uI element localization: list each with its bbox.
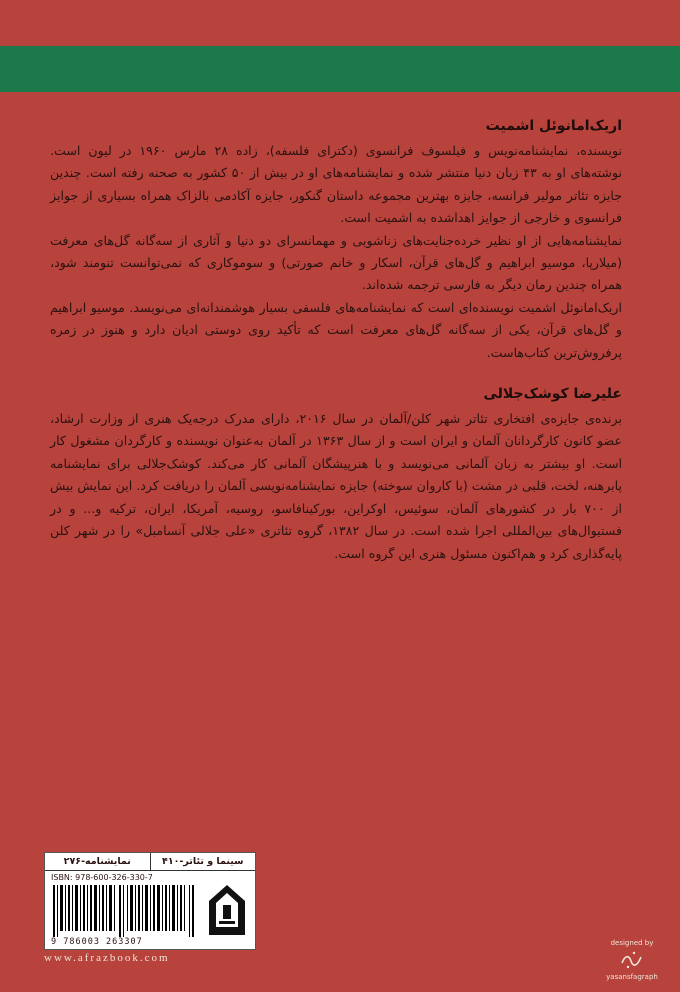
back-cover-text [50, 118, 622, 565]
isbn-text: ISBN: 978-600-326-330-7 [51, 873, 153, 882]
translator-bio-paragraph: برنده‌ی جایزه‌ی افتخاری تئاتر شهر کلن/آلمان در سال ۲۰۱۶، دارای مدرک درجه‌یک هنری از وزارت ارشاد، عضو کانون کارگردانان آلمان و ایران است و از سال ۱۳۶۳ در آلمان به‌عنوان نویسنده و کارگردان مشغول کار است. او بیشتر به زبان آلمانی می‌نویسد و با هنرپیشگان آلمانی کار می‌کند. کوشک‌جلالی برای نمایشنامه پابرهنه، لخت، قلبی در مشت (با کاروان سوخته) جایزه نمایشنامه‌نویسی آلمان را دریافت کرد. این نمایش بیش از ۷۰۰ بار در کشورهای آلمان، سوئیس، اوکراین، بورکینافاسو، روسیه، آمریکا، ایران، ترکیه و... و در فستیوال‌های بین‌المللی اجرا شده است. در سال ۱۳۸۲، گروه تئاتری «علی جلالی آنسامبل» را در شهر کلن پایه‌گذاری کرد و هم‌اکنون مسئول هنری این گروه است. [50, 411, 623, 561]
designer-credit [592, 939, 672, 981]
publisher-website: www.afrazbook.com [44, 952, 170, 964]
author-works-paragraph: نمایشنامه‌هایی از او نظیر خرده‌جنایت‌های زناشویی و مهمانسرای دو دنیا و آثاری از سه‌گانه گل‌های معرفت (میلارپا، موسیو ابراهیم و گل‌های قرآن، اسکار و خانم صورتی) و سوموکاری که نمی‌توانست تنومند شود، همراه چندین رمان دیگر به فارسی ترجمه شده‌اند. [50, 232, 622, 293]
designer-signature-icon [619, 949, 645, 971]
series-cinema-theater: سینما و تئاتر-۴۱۰ [162, 856, 244, 867]
series-row [45, 853, 255, 871]
barcode-label [44, 852, 256, 950]
green-stripe [0, 46, 680, 92]
author-heading: اریک‌امانوئل اشمیت [485, 118, 622, 134]
designed-by-label: designed by [610, 939, 654, 947]
barcode-bars-icon [53, 885, 195, 937]
top-red-band [0, 0, 680, 46]
designer-handle: yasansfagraph [606, 973, 658, 981]
afraz-logo-icon [205, 881, 249, 939]
series-play: نمایشنامه-۲۷۶ [45, 853, 151, 870]
author-style-paragraph: اریک‌امانوئل اشمیت نویسنده‌ای است که نمایشنامه‌های فلسفی بسیار هوشمندانه‌ای می‌نویسد. موسیو ابراهیم و گل‌های قرآن، یکی از سه‌گانه گل‌های معرفت است که تأکید روی دوستی ادیان دارد و هنوز در زمره پرفروش‌ترین کتاب‌هاست. [50, 299, 622, 360]
author-bio-paragraph: نویسنده، نمایشنامه‌نویس و فیلسوف فرانسوی (دکترای فلسفه)، زاده ۲۸ مارس ۱۹۶۰ در لیون است. نوشته‌های او به ۴۳ زبان دنیا منتشر شده و نمایشنامه‌های او در بیش از ۵۰ کشور به صحنه رفته است. چندین جایزه تئاتر مولیر فرانسه، جایزه بهترین مجموعه داستان گنکور، جایزه آکادمی بالزاک همراه بسیاری از جوایز فرانسوی و خارجی از جوایز اهداشده به اشمیت است. [50, 143, 623, 226]
barcode-digits: 9 786003 263307 [51, 937, 143, 947]
translator-heading: علیرضا کوشک‌جلالی [483, 386, 622, 403]
